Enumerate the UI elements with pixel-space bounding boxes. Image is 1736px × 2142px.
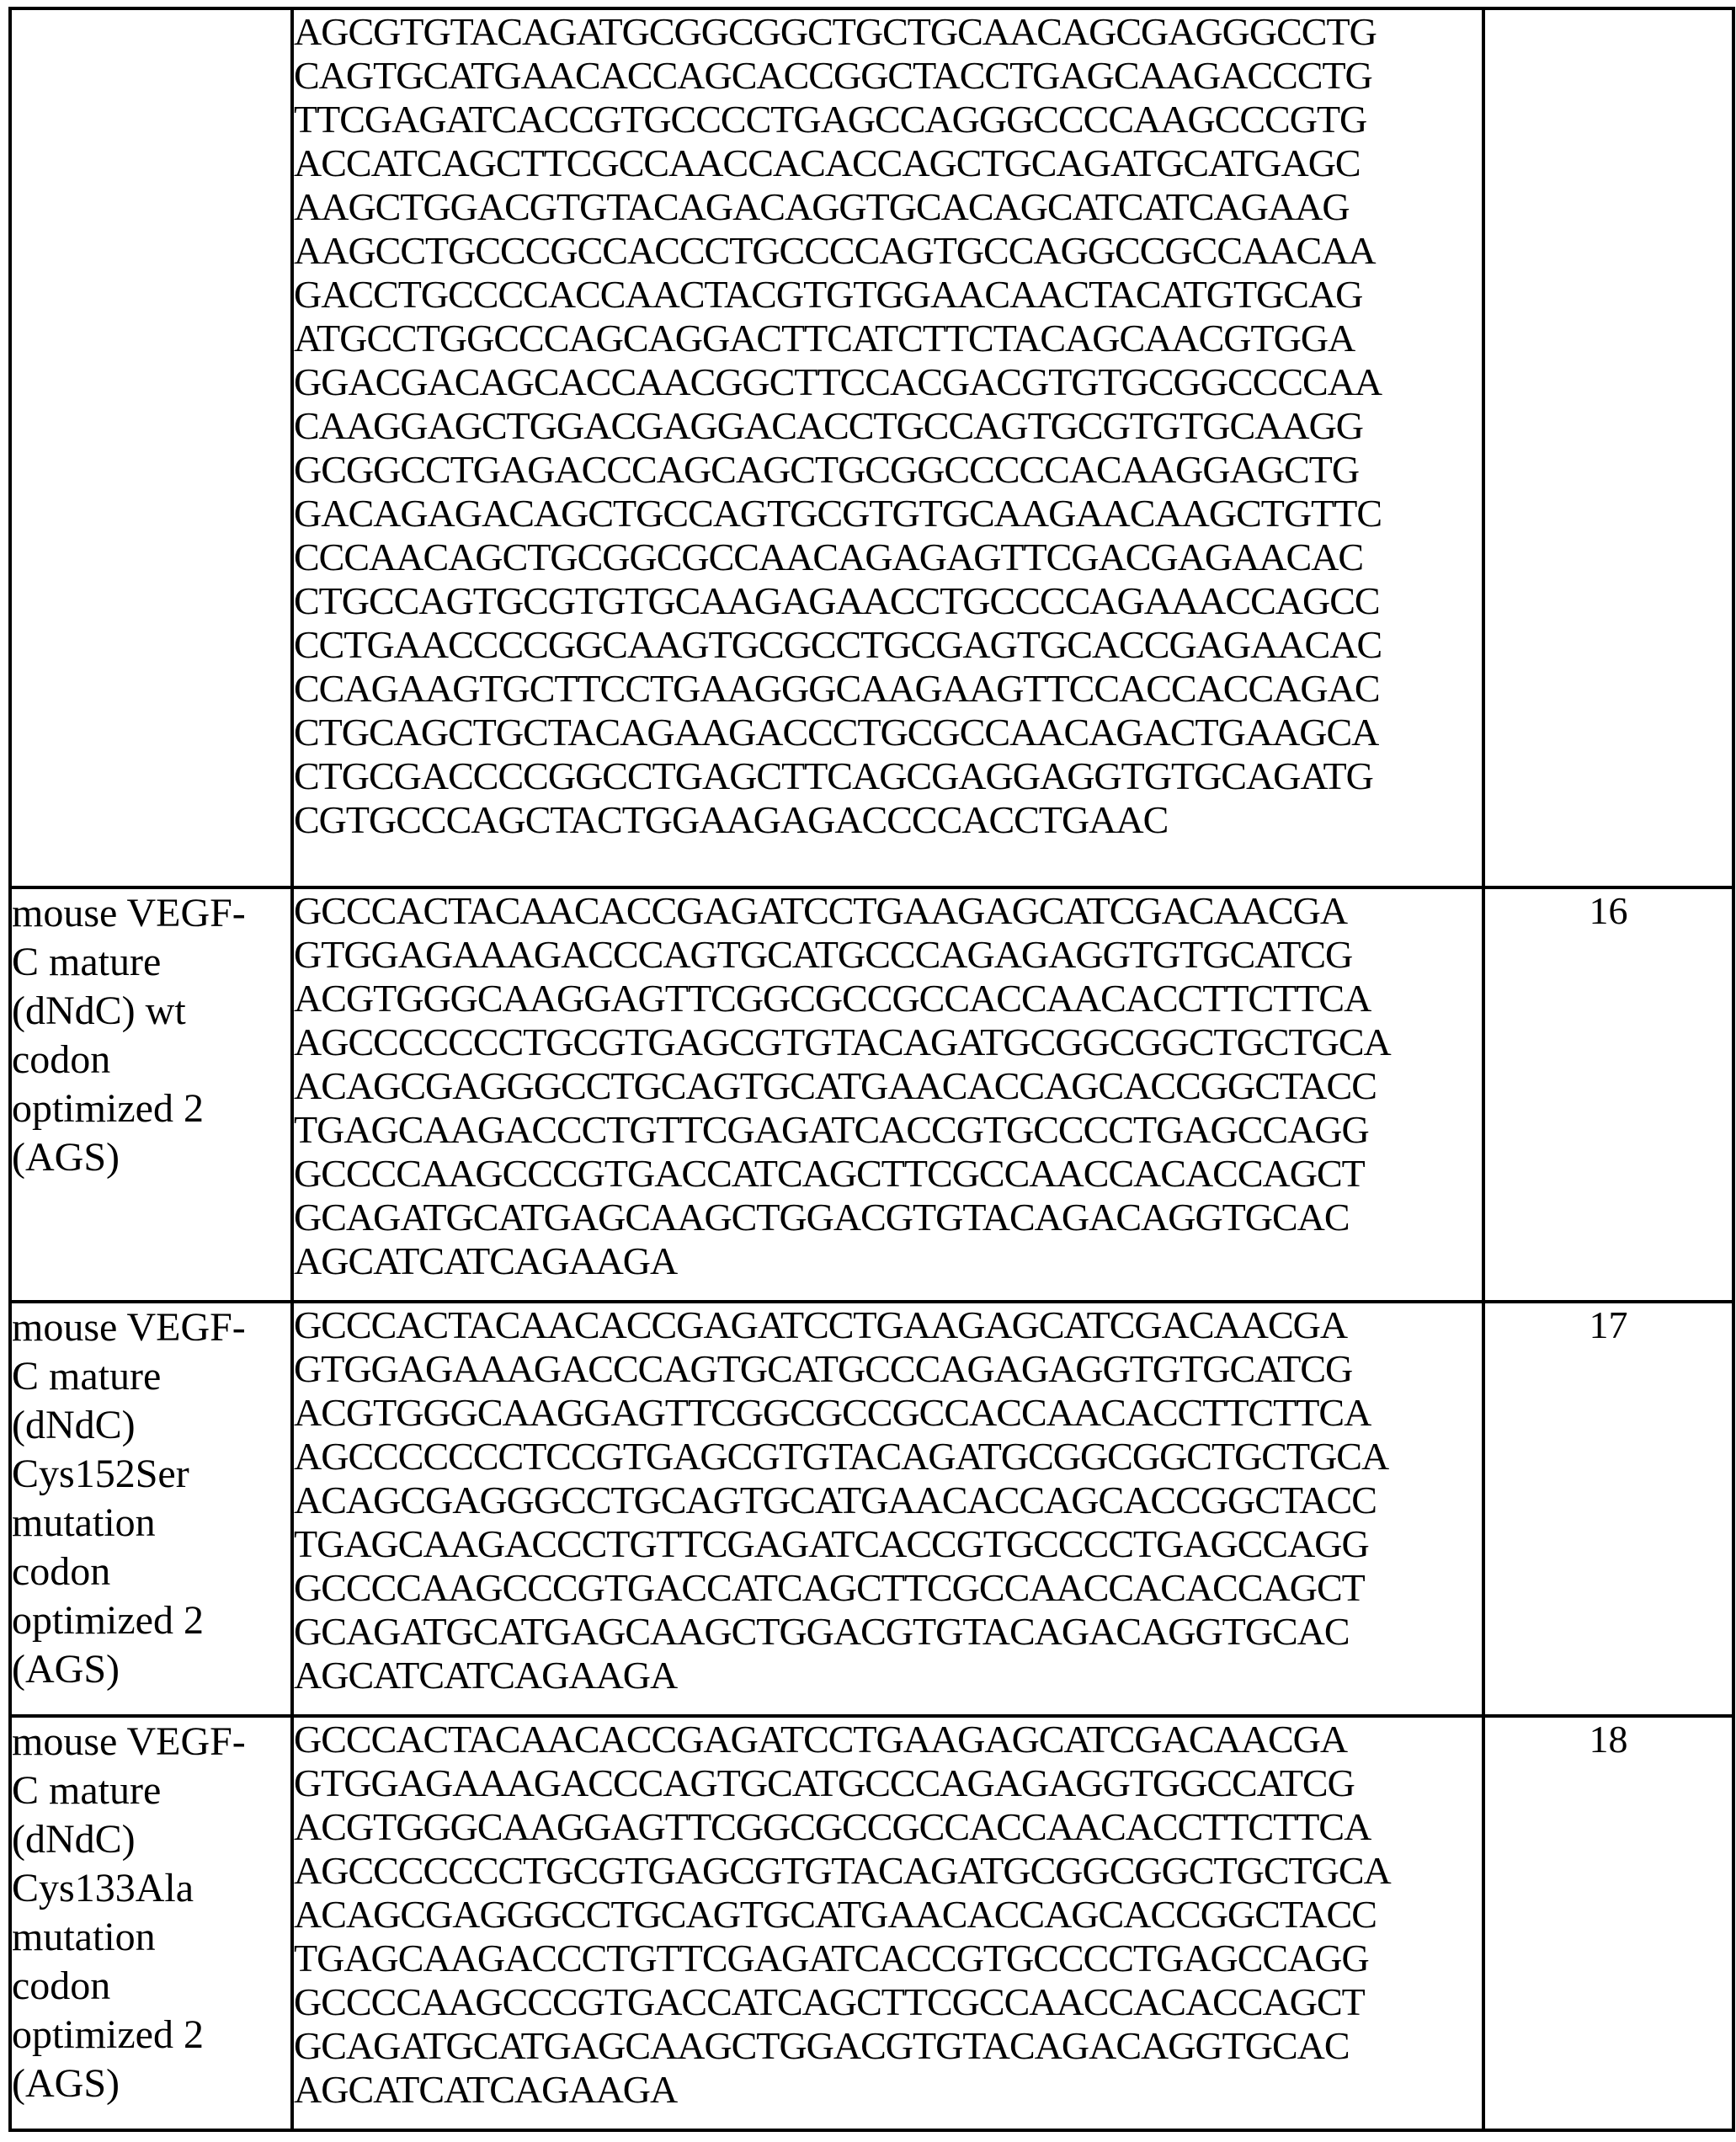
description-line: mouse VEGF-: [12, 891, 246, 935]
description-line: C mature: [12, 1768, 162, 1813]
description-line: Cys152Ser: [12, 1452, 189, 1496]
sequence-line: CCTGAACCCCGGCAAGTGCGCCTGCGAGTGCACCGAGAACAC: [294, 623, 1382, 666]
description-line: C mature: [12, 1354, 162, 1399]
description-line: (dNdC) wt: [12, 988, 186, 1033]
description-line: (AGS): [12, 2061, 120, 2106]
sequence-line: TGAGCAAGACCCTGTTCGAGATCACCGTGCCCCTGAGCCAGG: [294, 1937, 1369, 1979]
description-line: mouse VEGF-: [12, 1719, 246, 1764]
sequence-listing-table: [8, 7, 1735, 2132]
sequence-cell: [292, 1716, 1483, 2130]
seq-id-value: 16: [1589, 889, 1628, 932]
description-line: mutation: [12, 1915, 156, 1959]
sequence-cell: [292, 1302, 1483, 1716]
sequence-line: GCCCACTACAACACCGAGATCCTGAAGAGCATCGACAACGA: [294, 1718, 1348, 1761]
sequence-line: CCAGAAGTGCTTCCTGAAGGGCAAGAAGTTCCACCACCAGAC: [294, 667, 1380, 710]
sequence-line: CTGCAGCTGCTACAGAAGACCCTGCGCCAACAGACTGAAGCA: [294, 711, 1379, 754]
sequence-line: CGTGCCCAGCTACTGGAAGAGACCCCACCTGAAC: [294, 798, 1169, 841]
seq-id-cell: [1483, 887, 1733, 1302]
description-line: (AGS): [12, 1135, 120, 1180]
sequence-line: TGAGCAAGACCCTGTTCGAGATCACCGTGCCCCTGAGCCAGG: [294, 1108, 1369, 1151]
sequence-line: AGCCCCCCCTGCGTGAGCGTGTACAGATGCGGCGGCTGCTGCA: [294, 1020, 1391, 1063]
sequence-line: ACAGCGAGGGCCTGCAGTGCATGAACACCAGCACCGGCTACC: [294, 1479, 1377, 1521]
sequence-line: ATGCCTGGCCCAGCAGGACTTCATCTTCTACAGCAACGTGGA: [294, 317, 1355, 360]
table-row: [10, 8, 1733, 887]
description-line: (AGS): [12, 1647, 120, 1692]
sequence-line: AGCGTGTACAGATGCGGCGGCTGCTGCAACAGCGAGGGCCTG: [294, 10, 1377, 53]
description-line: codon: [12, 1037, 111, 1082]
sequence-line: ACGTGGGCAAGGAGTTCGGCGCCGCCACCAACACCTTCTTCA: [294, 1391, 1371, 1434]
sequence-line: ACAGCGAGGGCCTGCAGTGCATGAACACCAGCACCGGCTACC: [294, 1064, 1377, 1107]
description-line: optimized 2: [12, 1598, 204, 1643]
sequence-line: CTGCCAGTGCGTGTGCAAGAGAACCTGCCCCAGAAACCAGCC: [294, 579, 1380, 622]
description-line: C mature: [12, 940, 162, 984]
sequence-line: AGCATCATCAGAAGA: [294, 2068, 678, 2111]
sequence-line: CCCAACAGCTGCGGCGCCAACAGAGAGTTCGACGAGAACAC: [294, 536, 1364, 578]
sequence-line: GTGGAGAAAGACCCAGTGCATGCCCAGAGAGGTGGCCATCG: [294, 1761, 1355, 1804]
sequence-line: CAGTGCATGAACACCAGCACCGGCTACCTGAGCAAGACCCTG: [294, 54, 1372, 97]
sequence-line: GCCCACTACAACACCGAGATCCTGAAGAGCATCGACAACGA: [294, 1303, 1348, 1346]
sequence-line: GTGGAGAAAGACCCAGTGCATGCCCAGAGAGGTGTGCATCG: [294, 1347, 1353, 1390]
sequence-line: GGACGACAGCACCAACGGCTTCCACGACGTGTGCGGCCCCAA: [294, 360, 1382, 403]
sequence-line: GTGGAGAAAGACCCAGTGCATGCCCAGAGAGGTGTGCATCG: [294, 933, 1353, 976]
description-line: mouse VEGF-: [12, 1305, 246, 1350]
sequence-line: TTCGAGATCACCGTGCCCCTGAGCCAGGGCCCCAAGCCCGTG: [294, 98, 1367, 141]
sequence-line: GCCCACTACAACACCGAGATCCTGAAGAGCATCGACAACGA: [294, 889, 1348, 932]
sequence-line: ACGTGGGCAAGGAGTTCGGCGCCGCCACCAACACCTTCTTCA: [294, 1805, 1371, 1848]
seq-id-value: 17: [1589, 1303, 1628, 1346]
sequence-line: GCCCCAAGCCCGTGACCATCAGCTTCGCCAACCACACCAGCT: [294, 1152, 1365, 1195]
description-line: mutation: [12, 1500, 156, 1545]
table-row: [10, 1302, 1733, 1716]
sequence-line: ACAGCGAGGGCCTGCAGTGCATGAACACCAGCACCGGCTACC: [294, 1893, 1377, 1936]
table-row: [10, 1716, 1733, 2130]
sequence-line: GCAGATGCATGAGCAAGCTGGACGTGTACAGACAGGTGCAC: [294, 1196, 1350, 1239]
sequence-line: AGCCCCCCCTGCGTGAGCGTGTACAGATGCGGCGGCTGCTGCA: [294, 1849, 1391, 1892]
sequence-line: GCCCCAAGCCCGTGACCATCAGCTTCGCCAACCACACCAGCT: [294, 1980, 1365, 2023]
description-line: (dNdC): [12, 1403, 136, 1447]
description-cell: [10, 1716, 292, 2130]
sequence-line: CTGCGACCCCGGCCTGAGCTTCAGCGAGGAGGTGTGCAGATG: [294, 754, 1373, 797]
seq-id-value: 18: [1589, 1718, 1628, 1761]
sequence-line: TGAGCAAGACCCTGTTCGAGATCACCGTGCCCCTGAGCCAGG: [294, 1522, 1369, 1565]
sequence-line: ACCATCAGCTTCGCCAACCACACCAGCTGCAGATGCATGAGC: [294, 141, 1361, 184]
description-line: optimized 2: [12, 1086, 204, 1131]
sequence-line: GCGGCCTGAGACCCAGCAGCTGCGGCCCCCACAAGGAGCTG: [294, 448, 1360, 491]
description-line: (dNdC): [12, 1817, 136, 1862]
sequence-line: GCAGATGCATGAGCAAGCTGGACGTGTACAGACAGGTGCAC: [294, 2024, 1350, 2067]
sequence-line: AGCATCATCAGAAGA: [294, 1239, 678, 1282]
description-line: codon: [12, 1964, 111, 2008]
sequence-line: AGCATCATCAGAAGA: [294, 1654, 678, 1697]
description-line: codon: [12, 1549, 111, 1594]
description-line: Cys133Ala: [12, 1866, 194, 1910]
description-line: optimized 2: [12, 2012, 204, 2057]
sequence-cell: [292, 887, 1483, 1302]
sequence-line: GACCTGCCCCACCAACTACGTGTGGAACAACTACATGTGCAG: [294, 273, 1363, 316]
table-body: [10, 8, 1733, 2130]
sequence-line: GCCCCAAGCCCGTGACCATCAGCTTCGCCAACCACACCAGCT: [294, 1566, 1365, 1609]
sequence-line: AAGCCTGCCCGCCACCCTGCCCCAGTGCCAGGCCGCCAACAA: [294, 229, 1376, 272]
sequence-line: AGCCCCCCCTCCGTGAGCGTGTACAGATGCGGCGGCTGCTGCA: [294, 1435, 1389, 1478]
description-cell: [10, 1302, 292, 1716]
sequence-line: GCAGATGCATGAGCAAGCTGGACGTGTACAGACAGGTGCAC: [294, 1610, 1350, 1653]
sequence-cell: [292, 8, 1483, 887]
description-cell: [10, 887, 292, 1302]
seq-id-cell: [1483, 1302, 1733, 1716]
sequence-line: ACGTGGGCAAGGAGTTCGGCGCCGCCACCAACACCTTCTTCA: [294, 977, 1371, 1020]
sequence-line: GACAGAGACAGCTGCCAGTGCGTGTGCAAGAACAAGCTGTTC: [294, 492, 1382, 535]
description-cell: [10, 8, 292, 887]
table-row: [10, 887, 1733, 1302]
seq-id-cell: [1483, 1716, 1733, 2130]
sequence-line: CAAGGAGCTGGACGAGGACACCTGCCAGTGCGTGTGCAAGG: [294, 404, 1364, 447]
seq-id-cell: [1483, 8, 1733, 887]
sequence-line: AAGCTGGACGTGTACAGACAGGTGCACAGCATCATCAGAAG: [294, 185, 1350, 228]
